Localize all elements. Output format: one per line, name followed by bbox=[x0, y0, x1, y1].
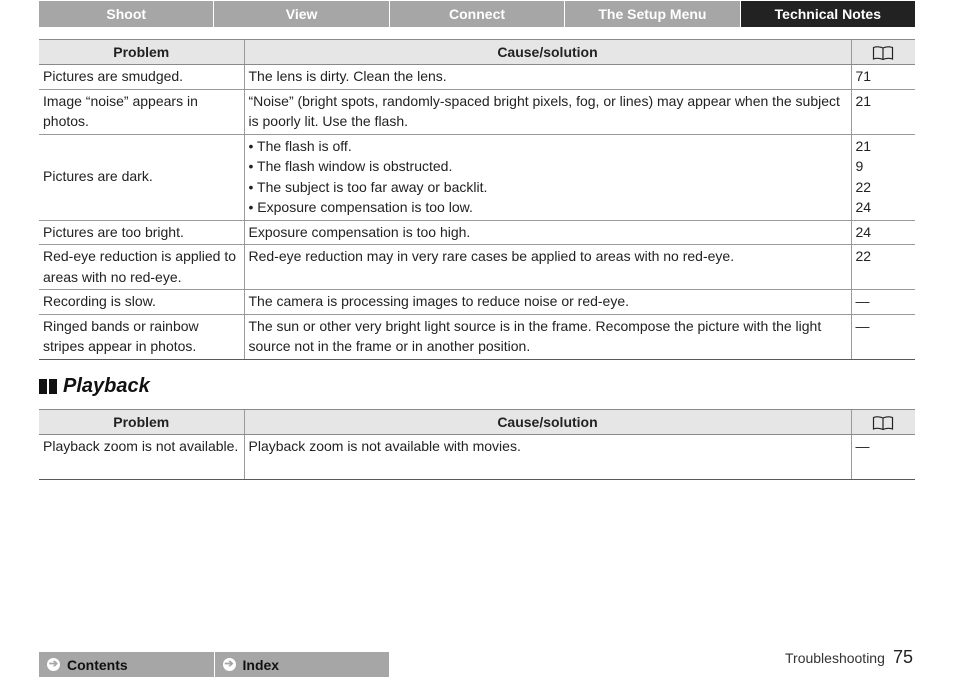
playback-table bbox=[39, 409, 915, 480]
section-marker-icon bbox=[39, 379, 47, 394]
index-label: Index bbox=[242, 656, 280, 673]
table-row bbox=[39, 134, 915, 220]
tab-shoot[interactable]: Shoot bbox=[39, 1, 213, 27]
bullet-item: • Exposure compensation is too low. bbox=[248, 199, 473, 215]
header-problem: Problem bbox=[39, 410, 244, 435]
bottom-nav bbox=[39, 652, 389, 677]
problem-cell: Pictures are smudged. bbox=[39, 65, 244, 90]
arrow-right-circle-icon: ➔ bbox=[224, 658, 234, 670]
header-cause-solution: Cause/solution bbox=[244, 410, 851, 435]
page-link[interactable]: 71 bbox=[851, 65, 915, 90]
page-ref: — bbox=[851, 435, 915, 480]
arrow-right-circle-icon: ➔ bbox=[48, 658, 59, 670]
problem-cell: Image “noise” appears in photos. bbox=[39, 89, 244, 134]
page-ref: — bbox=[851, 290, 915, 315]
header-problem: Problem bbox=[39, 40, 244, 65]
contents-button[interactable] bbox=[39, 652, 214, 677]
problem-cell: Red-eye reduction is applied to areas with no red-eye. bbox=[39, 245, 244, 290]
cause-cell: The camera is processing images to reduce noise or red-eye. bbox=[244, 290, 851, 315]
table-row bbox=[39, 290, 915, 315]
bullet-item: • The flash window is obstructed. bbox=[248, 158, 453, 174]
tab-setup-menu[interactable]: The Setup Menu bbox=[565, 1, 739, 27]
page-link[interactable]: 24 bbox=[851, 220, 915, 245]
bullet-item: • The flash is off. bbox=[248, 137, 352, 154]
problem-cell: Pictures are dark. bbox=[39, 134, 244, 220]
cause-cell: The lens is dirty. Clean the lens. bbox=[244, 65, 851, 90]
page-link[interactable]: 24 bbox=[855, 199, 872, 215]
page-link[interactable]: 21 bbox=[855, 137, 872, 154]
section-marker-icon bbox=[49, 379, 57, 394]
table-header-row bbox=[39, 40, 915, 65]
table-row bbox=[39, 435, 915, 480]
tab-technical-notes[interactable]: Technical Notes bbox=[741, 1, 915, 27]
page-link[interactable]: 9 bbox=[855, 158, 864, 174]
page-number: 75 bbox=[893, 647, 914, 667]
book-icon bbox=[872, 415, 894, 431]
table-row bbox=[39, 220, 915, 245]
tab-view[interactable]: View bbox=[214, 1, 388, 27]
cause-cell: Playback zoom is not available with movies. bbox=[244, 435, 851, 480]
problem-cell: Ringed bands or rainbow stripes appear in photos. bbox=[39, 314, 244, 359]
section-heading bbox=[39, 375, 150, 398]
tab-connect[interactable]: Connect bbox=[390, 1, 564, 27]
table-row bbox=[39, 314, 915, 359]
page-cell bbox=[851, 134, 915, 220]
header-page-reference bbox=[851, 40, 915, 65]
cause-cell: The sun or other very bright light source is in the frame. Recompose the picture with the light source not in the frame or in another position. bbox=[244, 314, 851, 359]
problem-cell: Recording is slow. bbox=[39, 290, 244, 315]
page-ref: — bbox=[851, 314, 915, 359]
cause-cell: “Noise” (bright spots, randomly-spaced bright pixels, fog, or lines) may appear when the subject is poorly lit. Use the flash. bbox=[244, 89, 851, 134]
troubleshooting-table bbox=[39, 39, 915, 360]
index-button[interactable] bbox=[215, 652, 390, 677]
page-link[interactable]: 22 bbox=[851, 245, 915, 290]
table-row bbox=[39, 65, 915, 90]
footer-section-label: Troubleshooting bbox=[785, 650, 885, 666]
book-icon bbox=[872, 45, 894, 61]
contents-label: Contents bbox=[67, 656, 128, 673]
problem-cell: Playback zoom is not available. bbox=[39, 435, 244, 480]
cause-cell bbox=[244, 134, 851, 220]
table-row bbox=[39, 245, 915, 290]
table-row bbox=[39, 89, 915, 134]
cause-cell: Exposure compensation is too high. bbox=[244, 220, 851, 245]
header-cause-solution: Cause/solution bbox=[244, 40, 851, 65]
cause-cell: Red-eye reduction may in very rare cases be applied to areas with no red-eye. bbox=[244, 245, 851, 290]
bullet-item: • The subject is too far away or backlit. bbox=[248, 178, 488, 195]
top-tab-bar bbox=[39, 1, 915, 27]
section-title: Playback bbox=[63, 375, 150, 397]
problem-cell: Pictures are too bright. bbox=[39, 220, 244, 245]
page-link[interactable]: 22 bbox=[855, 178, 872, 195]
table-header-row bbox=[39, 410, 915, 435]
header-page-reference bbox=[851, 410, 915, 435]
page-link[interactable]: 21 bbox=[851, 89, 915, 134]
